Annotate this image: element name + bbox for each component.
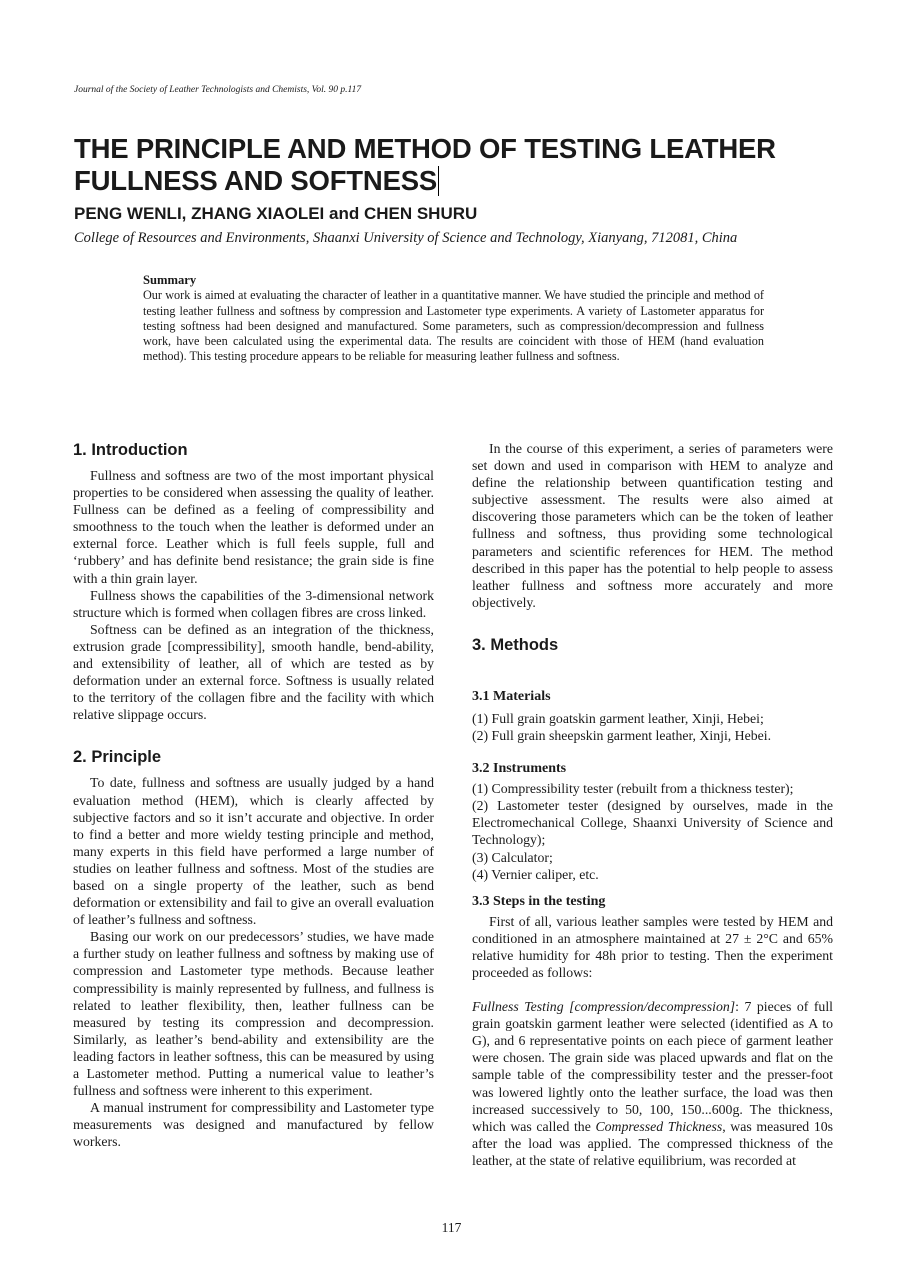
paragraph: In the course of this experiment, a series of parameters were set down and used in comparison with HEM to analyze and define the relationship between quantification testing and subjective assessment. The results were also aimed at discovering those parameters which can be the token of leather fullness and softness, thus providing some technological parameters and scientific references for HEM. The method described in this paper has the potential to help people to assess leather fullness and softness more accurately and more objectively.	[472, 441, 833, 610]
page-number: 117	[441, 1220, 462, 1235]
paragraph: Fullness and softness are two of the most important physical properties to be considered when assessing the quality of leather. Fullness can be defined as a feeling of compressibility and smoothness to the touch when the leather is deformed under an external force. Leather which is full feels supple, full and ‘rubbery’ and has definite bend resistance; the grain side is fine with a thin grain layer.	[73, 468, 434, 586]
authors: PENG WENLI, ZHANG XIAOLEI and CHEN SHURU	[74, 204, 478, 223]
fullness-testing-paragraph: Fullness Testing [compression/decompression]: 7 pieces of full grain goatskin garment leather were selected (identified as A to G), and 6 representative points on each piece of garment leather were chosen. The grain side was placed upwards and flat on the sample table of the compressibility tester and the presser-foot was lowered lightly onto the leather surface, the load was then increased successively to 50, 100, 150...600g. The thickness, which was called the Compressed Thickness, was measured 10s after the load was applied. The compressed thickness of the leather, at the state of relative equilibrium, was recorded at	[472, 999, 834, 1168]
paragraph: To date, fullness and softness are usually judged by a hand evaluation method (HEM), which is clearly affected by subjective factors and so it isn’t accurate and objective. In order to find a better and more wieldy testing principle and method, many experts in this field have performed a large number of studies on leather fullness and softness. Most of the studies are based on a single property of the leather, such as bend deformation or extensibility and fail to give an overall evaluation of leather’s fullness and softness.	[73, 775, 434, 928]
paragraph: A manual instrument for compressibility and Lastometer type measurements was designed and manufactured by fellow workers.	[73, 1100, 434, 1150]
list-item: (4) Vernier caliper, etc.	[472, 866, 599, 882]
list-item: (3) Calculator;	[472, 849, 553, 865]
section-heading-introduction: 1. Introduction	[73, 441, 188, 459]
list-item: (1) Full grain goatskin garment leather, Xinji, Hebei;	[472, 710, 764, 726]
subsection-heading-materials: 3.1 Materials	[472, 688, 551, 704]
instruments-list	[472, 780, 833, 883]
fullness-testing-label: Fullness Testing [compression/decompression]	[472, 999, 736, 1015]
materials-list	[472, 710, 833, 744]
paragraph: Basing our work on our predecessors’ studies, we have made a further study on leather fullness and softness by making use of compression and Lastometer type methods. Because leather compressibility is mainly represented by fullness, and fullness is related to leather flexibility, then, leather fullness can be measured by testing its compression and decompression. Similarly, as leather’s bend-ability and extensibility are the leading factors in leather softness, this can be measured by using a Lastometer method. Putting a numerical value to leather’s fullness and softness were inherent to this experiment.	[73, 929, 434, 1099]
paragraph: First of all, various leather samples were tested by HEM and conditioned in an atmosphere maintained at 27 ± 2°C and 65% relative humidity for 48h prior to testing. Then the experiment proceeded as follows:	[472, 913, 833, 980]
title-line-2: FULLNESS AND SOFTNESS	[74, 165, 437, 196]
term-compressed-thickness: Compressed Thickness	[595, 1118, 723, 1134]
text-cursor	[438, 166, 439, 196]
title-line-1: THE PRINCIPLE AND METHOD OF TESTING LEATHER	[74, 133, 776, 164]
summary-heading: Summary	[143, 273, 197, 287]
list-item: (2) Full grain sheepskin garment leather, Xinji, Hebei.	[472, 728, 772, 744]
section-heading-principle: 2. Principle	[73, 748, 162, 767]
left-column	[73, 440, 434, 1150]
right-column	[472, 440, 833, 1169]
affiliation: College of Resources and Environments, Shaanxi University of Science and Technology, Xianyang, 712081, China	[74, 230, 738, 246]
summary-body: Our work is aimed at evaluating the character of leather in a quantitative manner. We have studied the principle and method of testing leather fullness and softness by compression and Lastometer type experiments. A variety of Lastometer apparatus for testing softness had been designed and manufactured. Some parameters, such as compression/decompression and fullness work, have been calculated using the experimental data. The results are coincident with those of HEM (hand evaluation method). This testing procedure appears to be reliable for measuring leather fullness and softness.	[143, 288, 764, 364]
subsection-heading-steps: 3.3 Steps in the testing	[472, 893, 606, 909]
subsection-heading-instruments: 3.2 Instruments	[472, 761, 567, 777]
section-heading-methods: 3. Methods	[472, 635, 559, 654]
running-head: Journal of the Society of Leather Technologists and Chemists, Vol. 90 p.117	[74, 85, 362, 95]
paragraph: Fullness shows the capabilities of the 3-dimensional network structure which is formed when collagen fibres are cross linked.	[73, 587, 434, 620]
summary-block	[143, 273, 764, 365]
list-item: (2) Lastometer tester (designed by ourselves, made in the Electromechanical College, Shaanxi University of Science and Technology);	[472, 798, 833, 848]
list-item: (1) Compressibility tester (rebuilt from a thickness tester);	[472, 781, 794, 797]
paper-title	[74, 133, 854, 197]
paragraph: Softness can be defined as an integration of the thickness, extrusion grade [compressibility], smooth handle, bend-ability, and extensibility of leather, all of which are tested as by deformation under an external force. Softness is usually related to the territory of the collagen fibre and the facility with which relative slippage occurs.	[73, 621, 434, 723]
